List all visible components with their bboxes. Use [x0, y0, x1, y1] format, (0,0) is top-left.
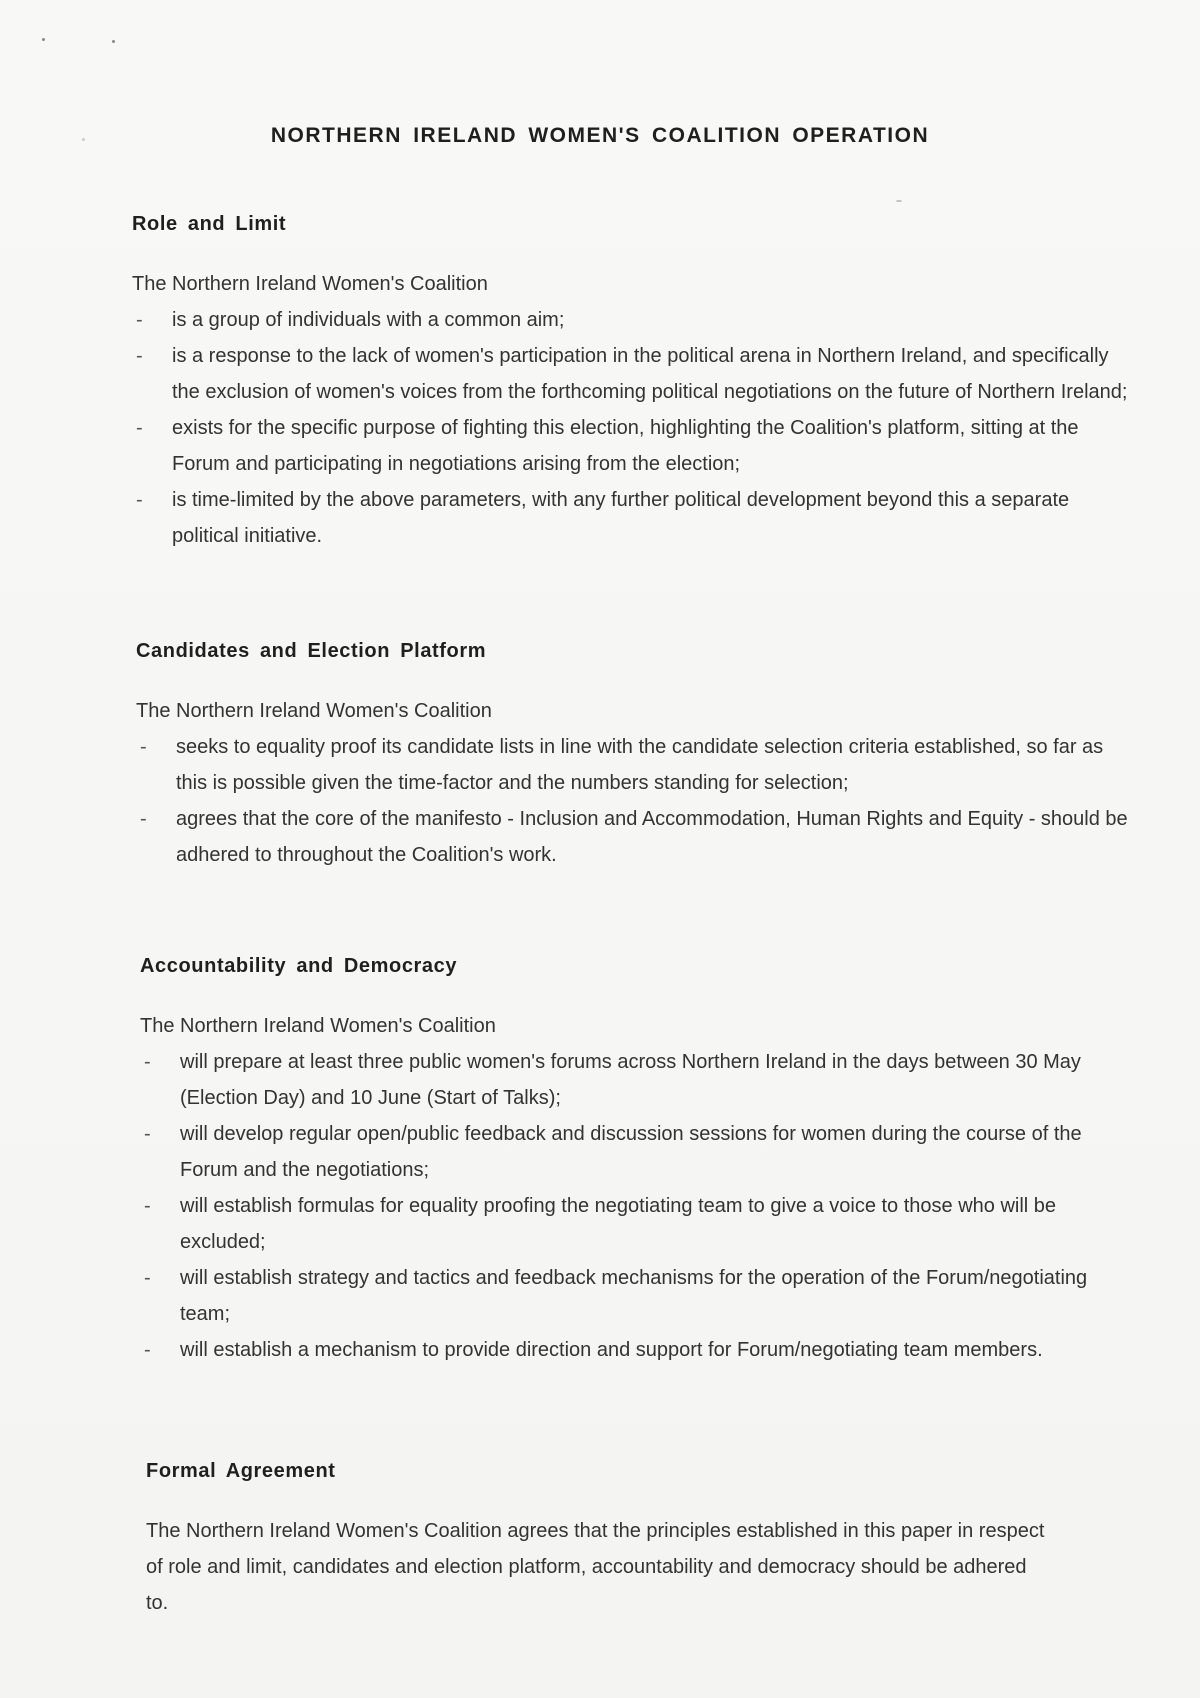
- scan-speck: [42, 38, 45, 41]
- bullet-dash: -: [140, 736, 147, 758]
- list-item: [140, 1332, 1140, 1368]
- list-item-text: will establish a mechanism to provide direction and support for Forum/negotiating team members.: [180, 1339, 1043, 1361]
- list-item-text: is a response to the lack of women's participation in the political arena in Northern Ireland, and specifically the exclusion of women's voices from the forthcoming political negotiations on the future of Northern Ireland;: [172, 345, 1128, 403]
- bullet-dash: -: [144, 1051, 151, 1073]
- bullet-list: [136, 729, 1136, 873]
- bullet-dash: -: [136, 309, 143, 331]
- list-item-text: exists for the specific purpose of fighting this election, highlighting the Coalition's platform, sitting at the Forum and participating in negotiations arising from the election;: [172, 417, 1079, 475]
- section-paragraph: The Northern Ireland Women's Coalition agrees that the principles established in this paper in respect of role and limit, candidates and election platform, accountability and democracy should be adhered to.: [146, 1520, 1045, 1614]
- bullet-dash: -: [136, 345, 143, 367]
- bullet-dash: -: [140, 808, 147, 830]
- section-formal-agreement: [146, 1460, 1146, 1621]
- section-heading: Role and Limit: [132, 213, 287, 235]
- list-item-text: agrees that the core of the manifesto - Inclusion and Accommodation, Human Rights and Equity - should be adhered to throughout the Coalition's work.: [176, 808, 1128, 866]
- section-candidates-and-election-platform: [136, 640, 1136, 873]
- list-item: [132, 302, 1132, 338]
- bullet-dash: -: [136, 417, 143, 439]
- list-item: [132, 482, 1132, 554]
- list-item-text: will establish strategy and tactics and feedback mechanisms for the operation of the Forum/negotiating team;: [180, 1267, 1088, 1325]
- list-item: [132, 410, 1132, 482]
- section-heading: Formal Agreement: [146, 1460, 336, 1482]
- section-heading: Accountability and Democracy: [140, 955, 458, 977]
- section-role-and-limit: [132, 213, 1132, 554]
- list-item-text: seeks to equality proof its candidate lists in line with the candidate selection criteria established, so far as this is possible given the time-factor and the numbers standing for selection;: [176, 736, 1104, 794]
- list-item-text: is time-limited by the above parameters, with any further political development beyond this a separate political initiative.: [172, 489, 1070, 547]
- list-item: [140, 1188, 1140, 1260]
- list-item: [140, 1116, 1140, 1188]
- list-item: [140, 1044, 1140, 1116]
- section-intro: The Northern Ireland Women's Coalition: [140, 1015, 496, 1037]
- list-item: [132, 338, 1132, 410]
- bullet-dash: -: [144, 1195, 151, 1217]
- bullet-list: [140, 1044, 1140, 1368]
- list-item-text: will develop regular open/public feedback and discussion sessions for women during the course of the Forum and the negotiations;: [180, 1123, 1082, 1181]
- section-accountability-and-democracy: [140, 955, 1140, 1368]
- list-item: [136, 729, 1136, 801]
- section-heading: Candidates and Election Platform: [136, 640, 487, 662]
- bullet-dash: -: [136, 489, 143, 511]
- list-item: [136, 801, 1136, 873]
- list-item: [140, 1260, 1140, 1332]
- bullet-dash: -: [144, 1339, 151, 1361]
- document-title: NORTHERN IRELAND WOMEN'S COALITION OPERATION: [270, 124, 930, 147]
- section-intro: The Northern Ireland Women's Coalition: [132, 273, 488, 295]
- list-item-text: will prepare at least three public women's forums across Northern Ireland in the days between 30 May (Election Day) and 10 June (Start of Talks);: [180, 1051, 1081, 1109]
- section-intro: The Northern Ireland Women's Coalition: [136, 700, 492, 722]
- scan-speck: [112, 40, 115, 43]
- bullet-dash: -: [144, 1267, 151, 1289]
- list-item-text: is a group of individuals with a common aim;: [172, 309, 565, 331]
- scan-speck: [896, 200, 902, 202]
- bullet-list: [132, 302, 1132, 554]
- list-item-text: will establish formulas for equality proofing the negotiating team to give a voice to those who will be excluded;: [180, 1195, 1057, 1253]
- bullet-dash: -: [144, 1123, 151, 1145]
